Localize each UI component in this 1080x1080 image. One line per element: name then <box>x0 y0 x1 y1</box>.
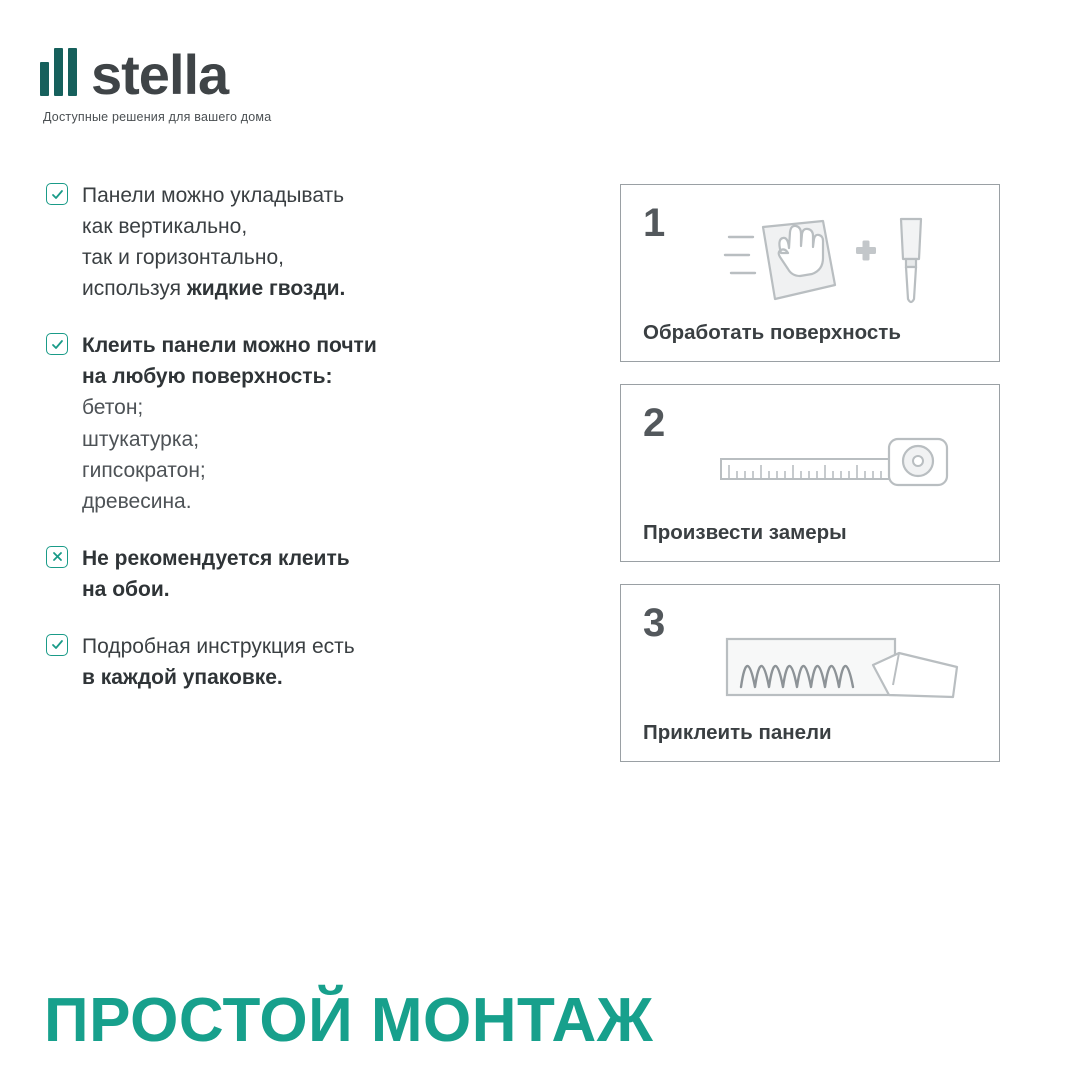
list-item-text <box>82 631 355 693</box>
list-item <box>46 180 566 304</box>
text-line: в каждой упаковке. <box>82 666 283 690</box>
list-item-text <box>82 180 345 304</box>
steps-panel <box>620 184 1000 784</box>
brand-logo <box>40 44 460 124</box>
step-number: 1 <box>643 201 666 245</box>
glue-on-panel-icon <box>721 625 991 722</box>
check-icon <box>46 333 68 355</box>
text-line: штукатурка; <box>82 427 200 451</box>
list-item <box>46 543 566 605</box>
list-item-text <box>82 330 377 516</box>
text-line: Не рекомендуется клеить <box>82 546 350 570</box>
text-line: Подробная инструкция есть <box>82 634 355 658</box>
check-icon <box>46 634 68 656</box>
list-item <box>46 631 566 693</box>
step-card <box>620 584 1000 762</box>
step-number: 2 <box>643 401 666 445</box>
text-line: гипсократон; <box>82 458 206 482</box>
step-card <box>620 384 1000 562</box>
step-card <box>620 184 1000 362</box>
logo-row <box>40 42 460 106</box>
check-icon <box>46 183 68 205</box>
text-fragment-bold: жидкие гвозди. <box>186 277 346 301</box>
text-fragment: используя <box>82 277 187 301</box>
step-caption: Приклеить панели <box>643 721 832 744</box>
brand-tagline: Доступные решения для вашего дома <box>43 110 272 124</box>
page-title: ПРОСТОЙ МОНТАЖ <box>44 986 654 1055</box>
text-line: древесина. <box>82 489 192 513</box>
three-bars-logo-icon <box>40 44 77 96</box>
text-line: как вертикально, <box>82 215 248 239</box>
list-item-text <box>82 543 350 605</box>
step-caption: Обработать поверхность <box>643 321 901 344</box>
text-line: Клеить панели можно почти <box>82 334 377 358</box>
feature-list <box>46 180 566 719</box>
list-item <box>46 330 566 516</box>
text-line: Панели можно укладывать <box>82 184 345 207</box>
tape-measure-icon <box>713 431 983 516</box>
sponge-and-spatula-icon <box>723 207 983 317</box>
text-line <box>82 273 345 304</box>
brand-name: stella <box>91 42 229 106</box>
step-caption: Произвести замеры <box>643 521 847 544</box>
text-line: на обои. <box>82 577 170 601</box>
step-number: 3 <box>643 601 666 645</box>
text-line: на любую поверхность: <box>82 365 333 389</box>
text-line: так и горизонтально, <box>82 246 284 270</box>
text-line: бетон; <box>82 396 144 420</box>
cross-icon <box>46 546 68 568</box>
